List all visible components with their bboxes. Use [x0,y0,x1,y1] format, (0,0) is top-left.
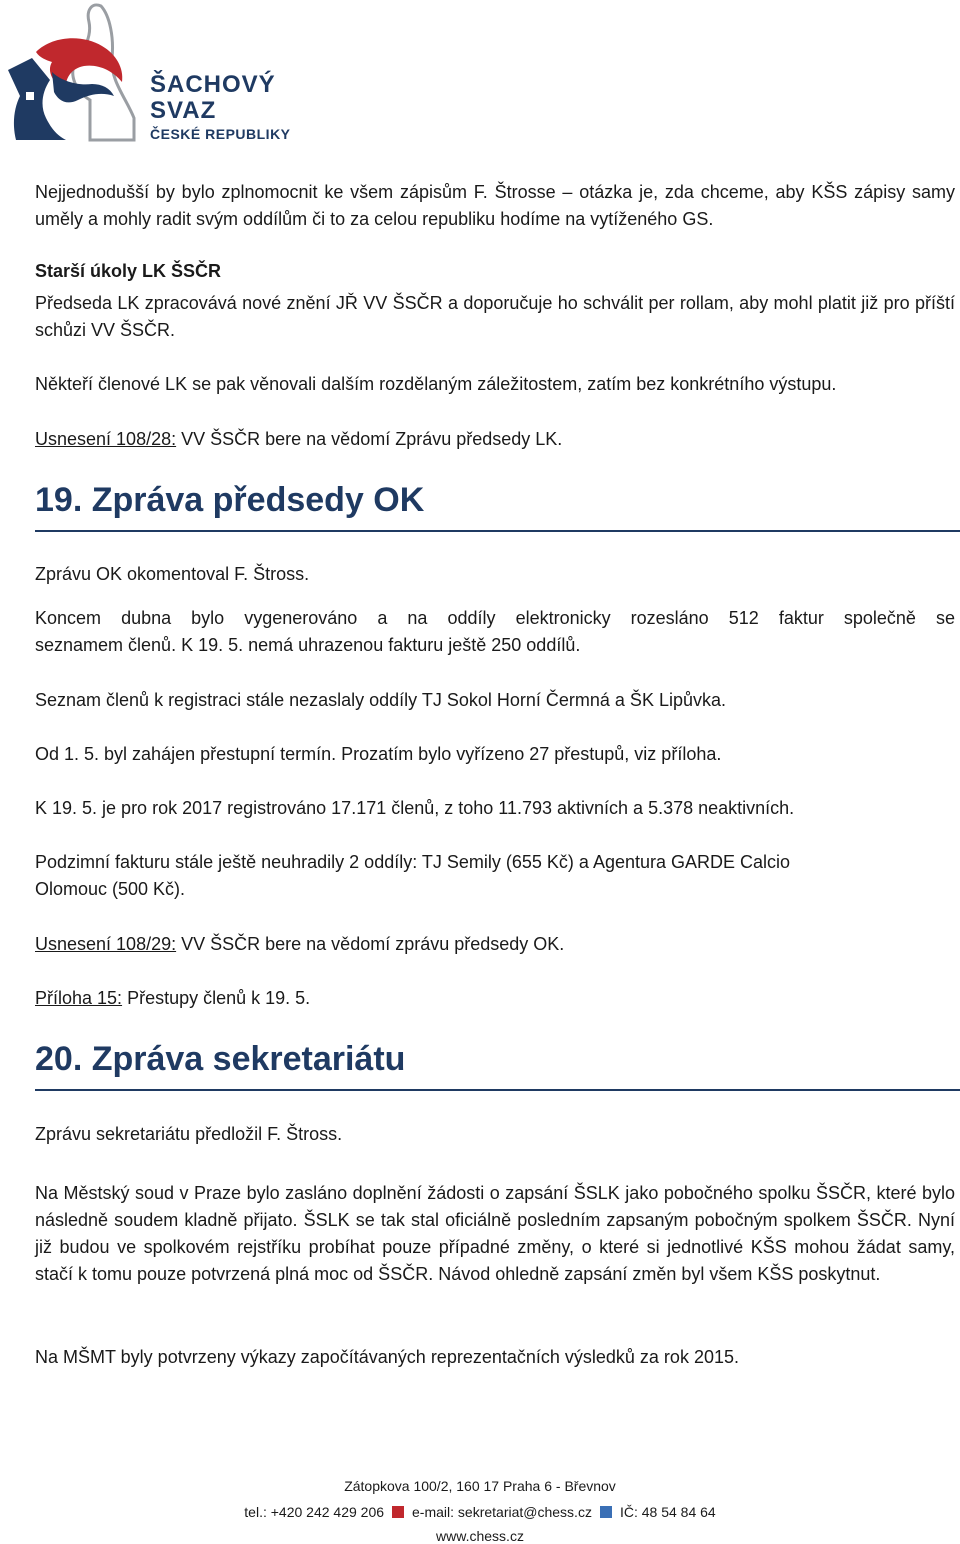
resolution-label: Usnesení 108/29: [35,934,177,954]
resolution-text: VV ŠSČR bere na vědomí zprávu předsedy OK. [176,934,565,954]
paragraph-ok-commented: Zprávu OK okomentoval F. Štross. [35,564,310,584]
footer-phone: tel.: +420 242 429 206 [244,1504,385,1520]
paragraph-member-lists: Seznam členů k registraci stále nezaslaly oddíly TJ Sokol Horní Čermná a ŠK Lipůvka. [35,690,726,710]
paragraph-invoices-line2: seznamem členů. K 19. 5. nemá uhrazenou fakturu ještě 250 oddílů. [35,635,581,655]
resolution-108-28 [35,426,955,453]
heading-divider [35,530,960,532]
blue-square-icon [600,1506,612,1518]
paragraph-authorization: Nejjednodušší by bylo zplnomocnit ke všem zápisům F. Štrosse – otázka je, zda chceme, aby KŠS zápisy samy uměly a mohly radit svým oddílům či to za celou republiku hodíme na vytíženého GS. [35,182,955,229]
paragraph-lk-members: Někteří členové LK se pak věnovali dalším rozdělaným záležitostem, zatím bez konkrétního výstupu. [35,374,837,394]
paragraph-unpaid-line1: Podzimní fakturu stále ještě neuhradily 2 oddíly: TJ Semily (655 Kč) a Agentura GARDE Calcio [35,852,791,872]
resolution-text: VV ŠSČR bere na vědomí Zprávu předsedy LK. [176,429,563,449]
resolution-label: Usnesení 108/28: [35,429,177,449]
footer-ic: IČ: 48 54 84 64 [619,1504,716,1520]
paragraph-registrations: K 19. 5. je pro rok 2017 registrováno 17.171 členů, z toho 11.793 aktivních a 5.378 neaktivních. [35,798,795,818]
attachment-15 [35,985,955,1012]
paragraph-msmt: Na MŠMT byly potvrzeny výkazy započítávaných reprezentačních výsledků za rok 2015. [35,1347,739,1367]
attachment-label: Příloha 15: [35,988,123,1008]
logo-line2: SVAZ [150,97,217,124]
heading-older-tasks: Starší úkoly LK ŠSČR [35,261,222,281]
logo-wordmark [150,72,291,142]
attachment-text: Přestupy členů k 19. 5. [122,988,311,1008]
footer-address: Zátopkova 100/2, 160 17 Praha 6 - Břevnov [344,1478,616,1494]
logo-line3: ČESKÉ REPUBLIKY [150,126,291,142]
paragraph-lk-chair: Předseda LK zpracovává nové znění JŘ VV ŠSČR a doporučuje ho schválit per rollam, aby mohl platit již pro příští schůzi VV ŠSČR. [35,293,955,340]
section-heading-19: 19. Zpráva předsedy OK [35,481,425,519]
paragraph-unpaid-line2: Olomouc (500 Kč). [35,879,186,899]
heading-divider [35,1089,960,1091]
section-heading-20: 20. Zpráva sekretariátu [35,1040,406,1078]
resolution-108-29 [35,931,955,958]
footer-web[interactable]: www.chess.cz [436,1528,524,1544]
logo-line1: ŠACHOVÝ [150,71,276,98]
footer-contacts [0,1504,960,1520]
footer-email[interactable]: e-mail: sekretariat@chess.cz [412,1504,592,1520]
paragraph-invoices-line1: Koncem dubna bylo vygenerováno a na oddíly elektronicky rozesláno 512 faktur společně se [35,608,955,628]
red-square-icon [392,1506,404,1518]
paragraph-secretariat-report: Zprávu sekretariátu předložil F. Štross. [35,1124,343,1144]
paragraph-court: Na Městský soud v Praze bylo zasláno doplnění žádosti o zapsání ŠSLK jako pobočného spolku ŠSČR, které bylo následně soudem kladně přijato. ŠSLK se tak stal oficiálně posledním zapsaným pobočným spolkem ŠSČR. Nyní již budou ve spolkovém rejstříku probíhat pouze případné změny, o které si jednotlivé KŠS mohou žádat samy, stačí k tomu pouze potvrzená plná moc od ŠSČR. Návod ohledně zapsání změn byl všem KŠS poskytnut. [35,1183,955,1284]
paragraph-transfers: Od 1. 5. byl zahájen přestupní termín. Prozatím bylo vyřízeno 27 přestupů, viz příloha. [35,744,722,764]
